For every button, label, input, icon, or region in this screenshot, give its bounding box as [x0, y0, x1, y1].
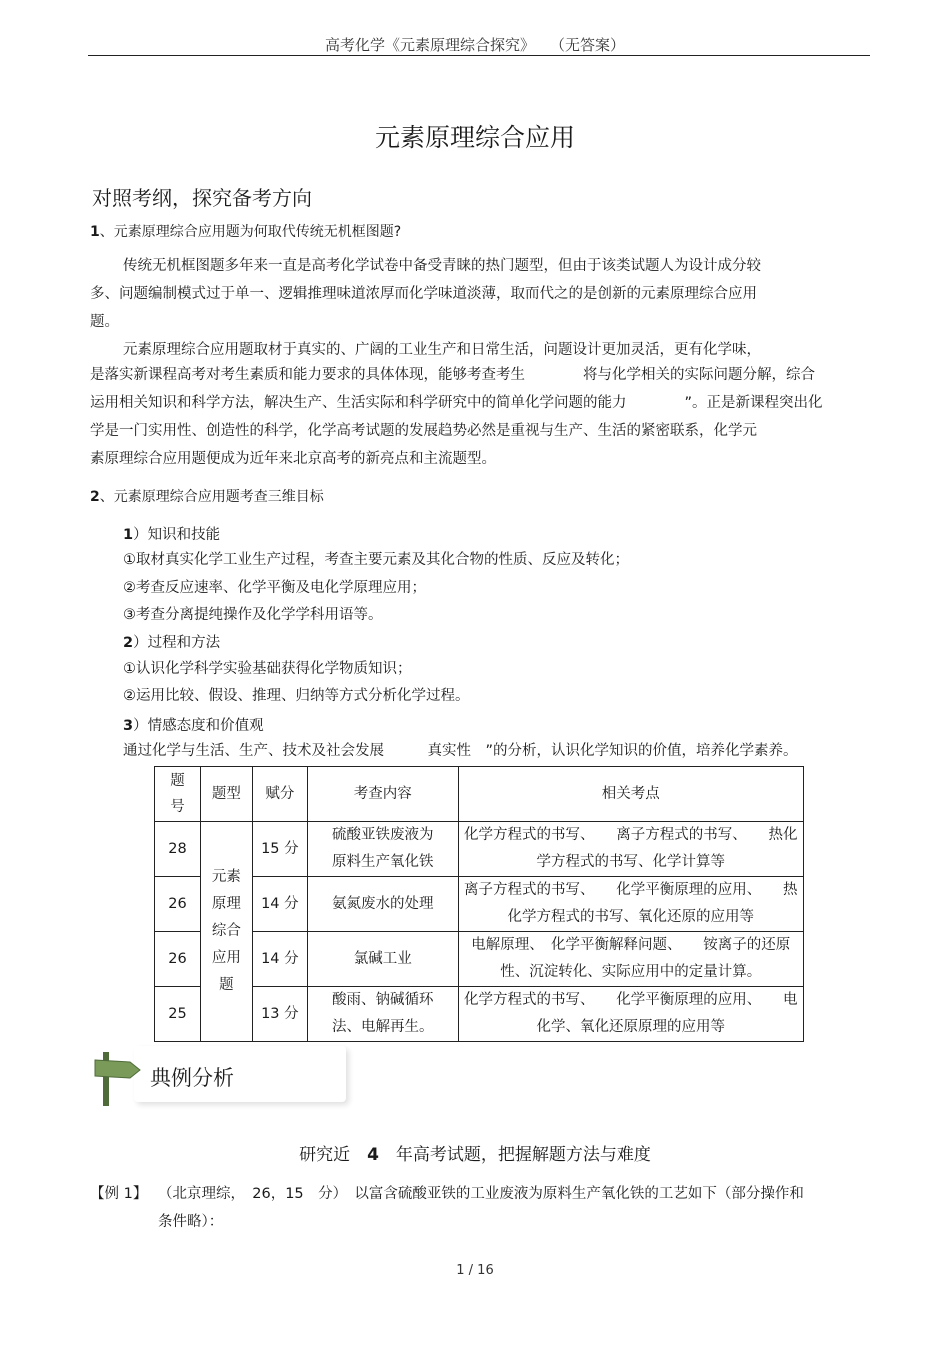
goal-1-number: 1	[123, 527, 134, 543]
research-num: 4	[367, 1145, 379, 1165]
row-content	[307, 987, 458, 1042]
table-row	[155, 987, 804, 1042]
goal-2-heading	[123, 631, 220, 652]
page-title: 元素原理综合应用	[374, 123, 575, 152]
question-1-text: 、元素原理综合应用题为何取代传统无机框图题?	[99, 224, 402, 240]
goal-2-item-2: ②运用比较、假设、推理、归纳等方式分析化学过程。	[123, 688, 470, 704]
row-number: 25	[155, 987, 201, 1042]
row-content-line: 氯碱工业	[353, 950, 412, 967]
row-content-line: 氨氮废水的处理	[331, 895, 434, 912]
table-row	[155, 822, 804, 877]
row-points	[458, 822, 803, 877]
exam-table	[154, 766, 804, 1042]
type-line: 元素	[211, 869, 241, 885]
row-points	[458, 877, 803, 932]
goal-3-label: ）情感态度和价值观	[133, 718, 264, 734]
table-header-row	[155, 767, 804, 822]
question-2-text: 、元素原理综合应用题考查三维目标	[99, 489, 324, 505]
table-row	[155, 932, 804, 987]
row-points-line: 学方程式的书写、化学计算等	[536, 854, 726, 870]
page-number: 1 / 16	[456, 1263, 494, 1278]
type-line: 应用	[211, 950, 241, 966]
row-points-line: 化学、氧化还原原理的应用等	[536, 1019, 726, 1035]
goal-2-item-1: ①认识化学科学实验基础获得化学物质知识；	[123, 661, 412, 677]
row-points-line: 化学方程式的书写、 离子方程式的书写、 热化	[464, 827, 798, 843]
row-points-line: 性、沉淀转化、实际应用中的定量计算。	[500, 964, 762, 980]
research-post: 年高考试题，把握解题方法与难度	[395, 1145, 651, 1165]
example-1-label: 【例 1】	[90, 1186, 148, 1202]
row-points-line: 离子方程式的书写、 化学平衡原理的应用、 热	[464, 882, 798, 898]
goal-2-number: 2	[123, 635, 134, 651]
paragraph-2-line-2: 是落实新课程高考对考生素质和能力要求的具体体现，能够考查考生 将与化学相关的实际问题分解，综合	[90, 367, 815, 383]
row-points	[458, 987, 803, 1042]
row-points-line: 电解原理、 化学平衡解释问题、 铵离子的还原	[471, 937, 791, 953]
paragraph-2-line-5: 素原理综合应用题便成为近年来北京高考的新亮点和主流题型。	[90, 451, 496, 467]
header-divider	[88, 55, 870, 56]
header-score: 赋分	[252, 767, 307, 822]
goal-1-item-1: ①取材真实化学工业生产过程，考查主要元素及其化合物的性质、反应及转化；	[123, 552, 629, 568]
row-score: 14 分	[252, 932, 307, 987]
banner-title: 典例分析	[150, 1066, 234, 1090]
header-content: 考查内容	[307, 767, 458, 822]
header-points: 相关考点	[458, 767, 803, 822]
example-1-line-1: （北京理综， 26，15 分） 以富含硫酸亚铁的工业废液为原料生产氧化铁的工艺如下（部分操作和	[158, 1186, 804, 1202]
row-content-line: 酸雨、钠碱循环	[331, 992, 434, 1008]
research-pre: 研究近	[299, 1145, 351, 1165]
type-line: 原理	[211, 896, 241, 912]
paragraph-2-line-1: 元素原理综合应用题取材于真实的、广阔的工业生产和日常生活，问题设计更加灵活，更有化学味，	[123, 342, 761, 358]
row-points	[458, 932, 803, 987]
paragraph-2-line-3: 运用相关知识和科学方法，解决生产、生活实际和科学研究中的简单化学问题的能力 ”。正是新课程突出化	[90, 395, 823, 411]
header-number-line-2: 号	[170, 799, 185, 815]
row-score: 14 分	[252, 877, 307, 932]
goal-1-item-3: ③考查分离提纯操作及化学学科用语等。	[123, 607, 383, 623]
row-number: 28	[155, 822, 201, 877]
header-number	[155, 767, 201, 822]
row-number: 26	[155, 877, 201, 932]
question-2	[90, 486, 324, 506]
row-content-line: 法、电解再生。	[331, 1019, 434, 1035]
header-type: 题型	[200, 767, 252, 822]
goal-1-item-2: ②考查反应速率、化学平衡及电化学原理应用；	[123, 580, 426, 596]
research-heading	[0, 1140, 950, 1165]
row-number: 26	[155, 932, 201, 987]
question-1-number: 1	[90, 224, 100, 240]
page-header: 高考化学《元素原理综合探究》 （无答案）	[324, 36, 625, 54]
row-content	[307, 932, 458, 987]
row-score: 15 分	[252, 822, 307, 877]
example-1-line-2: 条件略）：	[158, 1214, 224, 1230]
row-points-line: 化学方程式的书写、氧化还原的应用等	[507, 909, 755, 925]
example-banner	[92, 1046, 352, 1104]
goal-2-label: ）过程和方法	[133, 635, 221, 651]
row-content	[307, 822, 458, 877]
question-2-number: 2	[90, 489, 100, 505]
goal-1-heading	[123, 523, 220, 544]
type-line: 综合	[211, 923, 241, 939]
header-number-line-1: 题	[170, 773, 185, 789]
paragraph-1-line-2: 多、问题编制模式过于单一、逻辑推理味道浓厚而化学味道淡薄，取而代之的是创新的元素原理综合应用	[90, 286, 757, 302]
type-cell	[200, 822, 252, 1042]
goal-1-label: ）知识和技能	[133, 527, 221, 543]
row-points-line: 化学方程式的书写、 化学平衡原理的应用、 电	[464, 992, 798, 1008]
paragraph-2-line-4: 学是一门实用性、创造性的科学，化学高考试题的发展趋势必然是重视与生产、生活的紧密联系，化学元	[90, 423, 757, 439]
signpost-icon	[92, 1048, 152, 1106]
paragraph-1-line-3: 题。	[90, 314, 119, 330]
goal-3-text: 通过化学与生活、生产、技术及社会发展 真实性 ”的分析，认识化学知识的价值，培养化学素养。	[123, 743, 798, 759]
type-line: 题	[219, 977, 234, 993]
row-content-line: 硫酸亚铁废液为	[331, 827, 434, 843]
row-content	[307, 877, 458, 932]
goal-3-number: 3	[123, 718, 134, 734]
paragraph-1-line-1: 传统无机框图题多年来一直是高考化学试卷中备受青睐的热门题型，但由于该类试题人为设计成分较	[123, 258, 761, 274]
section-heading: 对照考纲，探究备考方向	[92, 186, 312, 210]
goal-3-heading	[123, 714, 264, 735]
row-content-line: 原料生产氧化铁	[331, 854, 434, 870]
table-row	[155, 877, 804, 932]
row-score: 13 分	[252, 987, 307, 1042]
question-1	[90, 221, 401, 241]
